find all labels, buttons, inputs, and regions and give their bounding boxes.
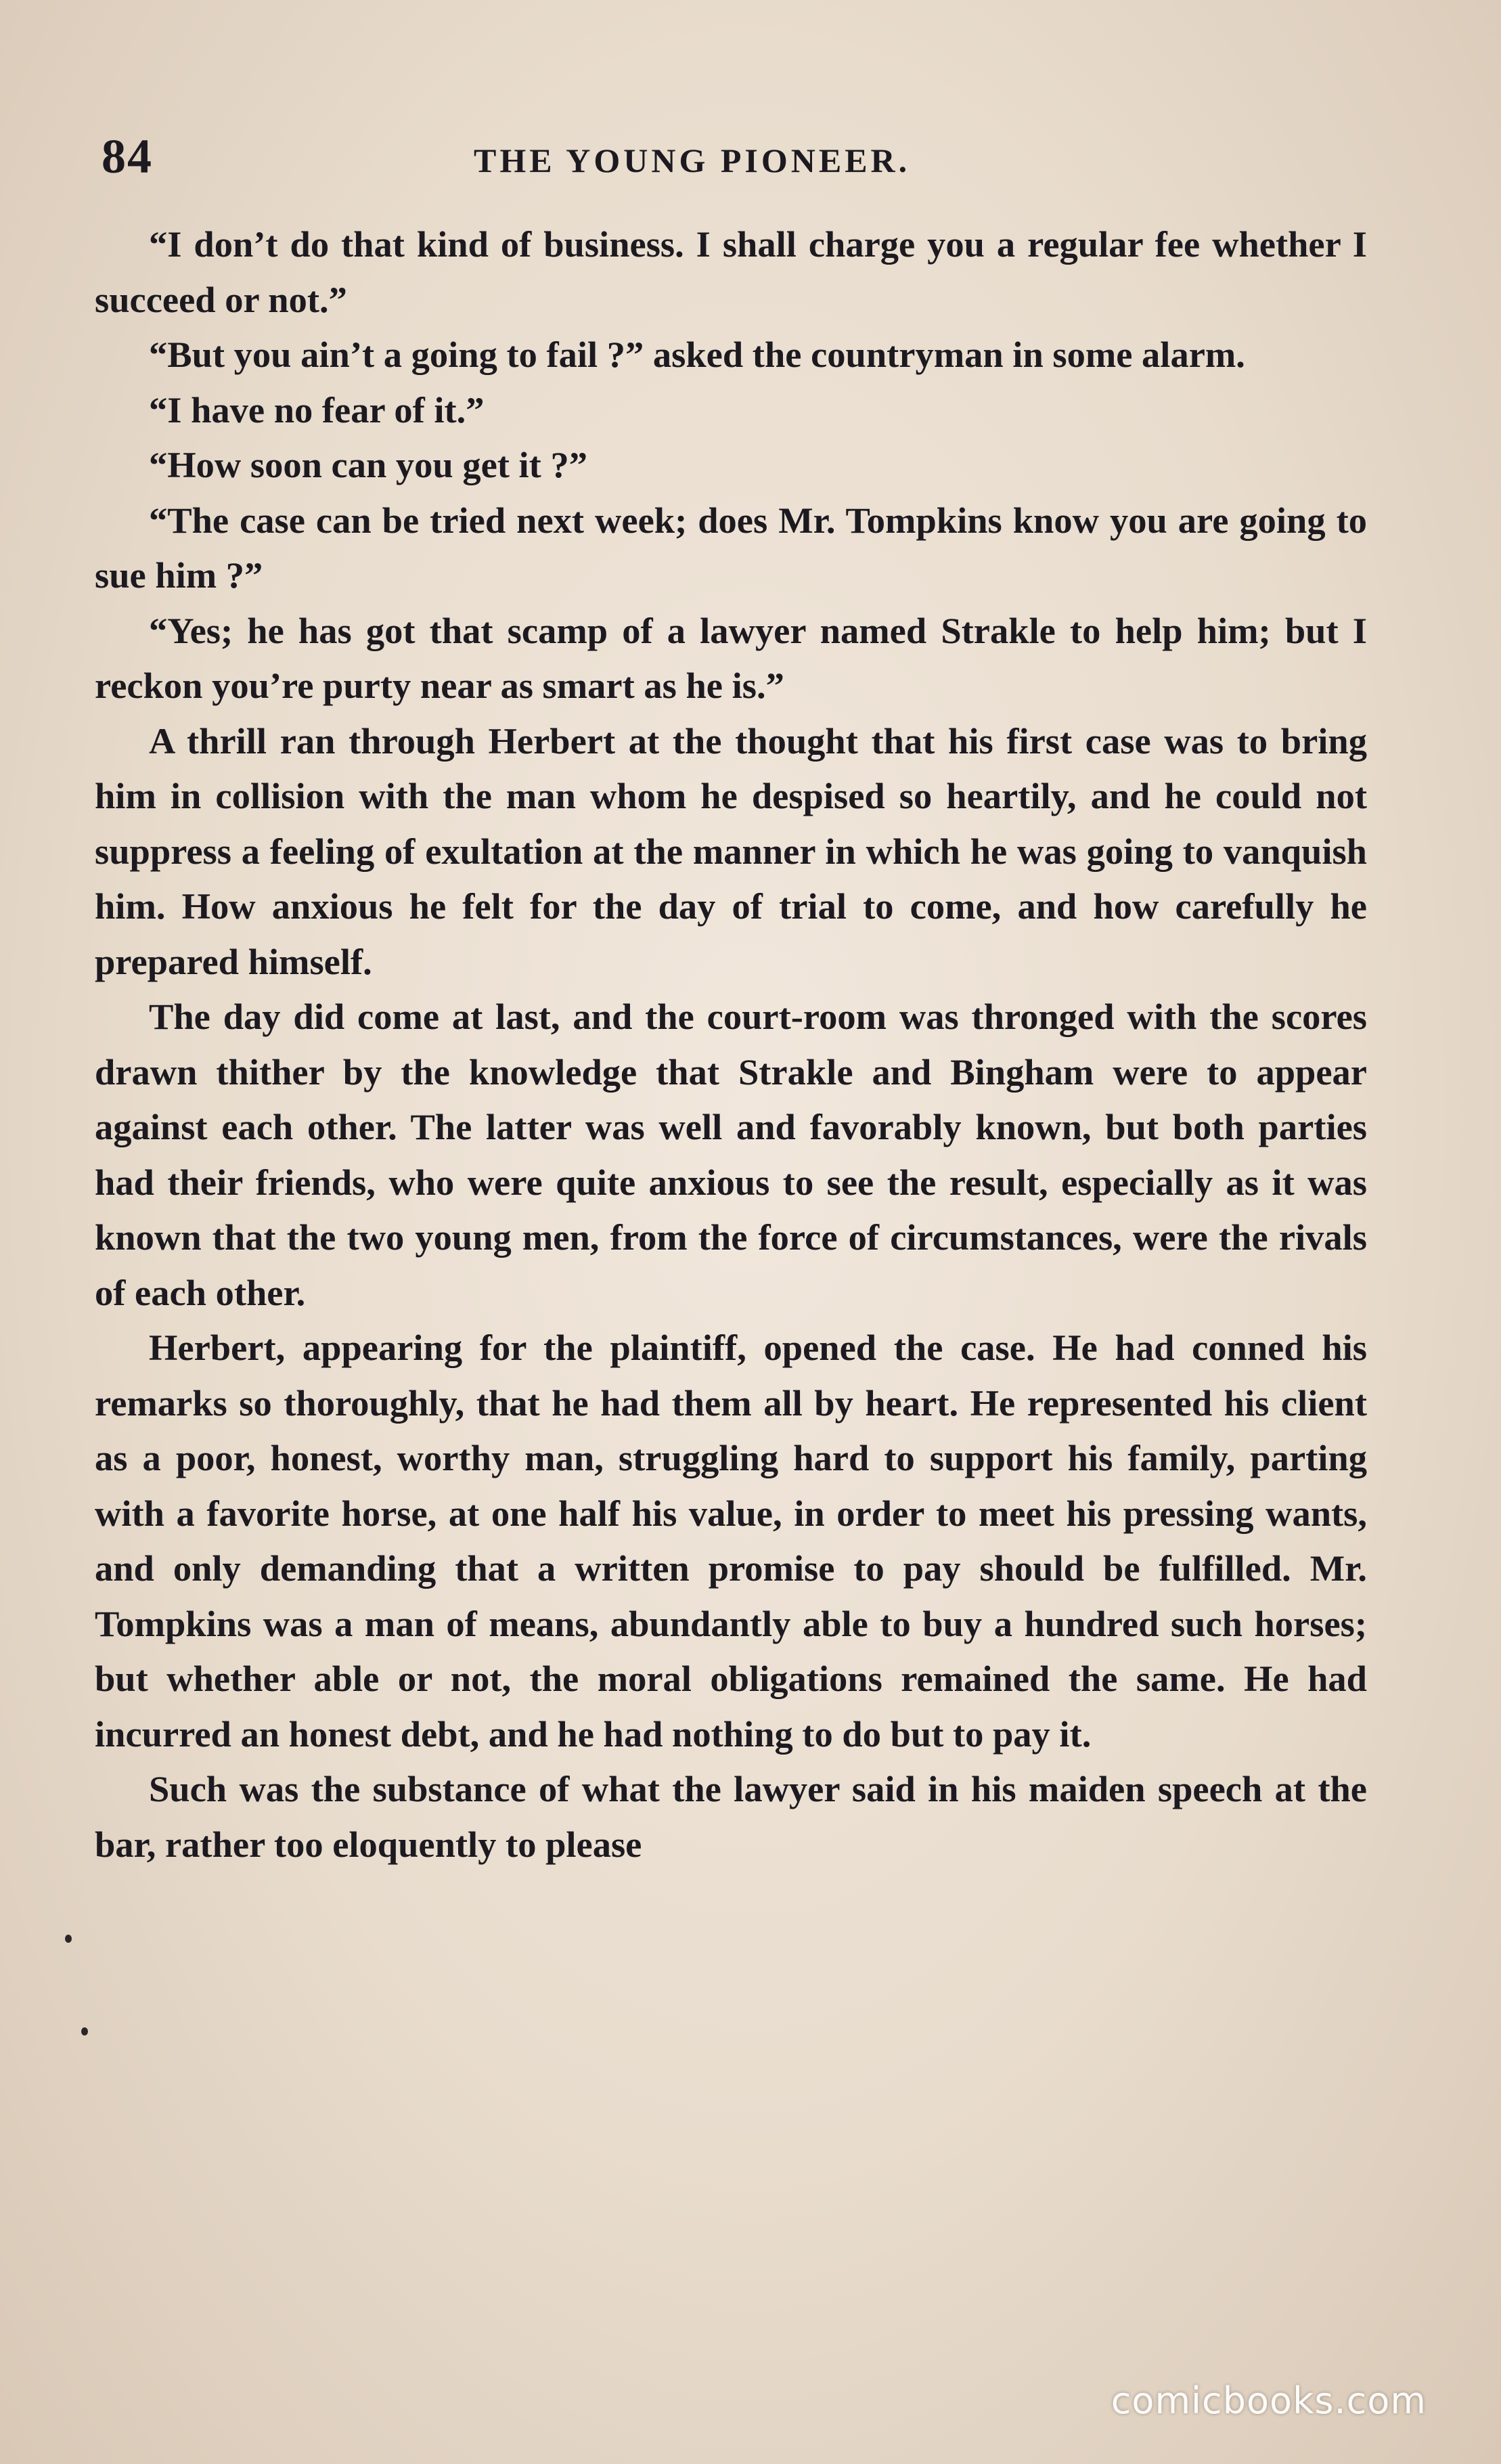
- watermark: comicbooks.com: [1111, 2379, 1427, 2422]
- running-head: [95, 129, 1367, 203]
- running-title: THE YOUNG PIONEER.: [474, 141, 911, 179]
- book-page: [95, 129, 1367, 2335]
- paragraph: “I don’t do that kind of business. I shall charge you a regular fee whether I succeed or not.”: [95, 223, 1367, 320]
- paragraph: “Yes; he has got that scamp of a lawyer named Strakle to help him; but I reckon you’re purty near as smart as he is.”: [95, 609, 1367, 706]
- paragraph: “The case can be tried next week; does Mr. Tompkins know you are going to sue him ?”: [95, 499, 1367, 596]
- paragraph: “But you ain’t a going to fail ?” asked the countryman in some alarm.: [149, 334, 1245, 375]
- paragraph: The day did come at last, and the court-room was thronged with the scores drawn thither by the knowledge that Strakle and Bingham were to appear against each other. The latter was well and favorably known, but both parties had their friends, who were quite anxious to see the result, especially as it was known that the two young men, from the force of circumstances, were the rivals of each other.: [95, 996, 1367, 1313]
- paragraph: A thrill ran through Herbert at the thought that his first case was to bring him in collision with the man whom he despised so heartily, and he could not suppress a feeling of exultation at the manner in which he was going to vanquish him. How anxious he felt for the day of trial to come, and how carefully he prepared himself.: [95, 720, 1367, 982]
- ink-speck: [81, 2027, 88, 2036]
- paragraph: “I have no fear of it.”: [149, 389, 485, 431]
- paragraph: “How soon can you get it ?”: [149, 444, 587, 485]
- body-text: [95, 217, 1367, 1872]
- page-number: 84: [102, 129, 153, 183]
- ink-speck: [65, 1935, 72, 1943]
- paragraph: Herbert, appearing for the plaintiff, opened the case. He had conned his remarks so thoroughly, that he had them all by heart. He represented his client as a poor, honest, worthy man, struggling hard to support his family, parting with a favorite horse, at one half his value, in order to meet his pressing wants, and only demanding that a written promise to pay should be fulfilled. Mr. Tompkins was a man of means, abundantly able to buy a hundred such horses; but whether able or not, the moral obligations remained the same. He had incurred an honest debt, and he had nothing to do but to pay it.: [95, 1327, 1367, 1755]
- paragraph: Such was the substance of what the lawyer said in his maiden speech at the bar, rather too eloquently to please: [95, 1768, 1367, 1865]
